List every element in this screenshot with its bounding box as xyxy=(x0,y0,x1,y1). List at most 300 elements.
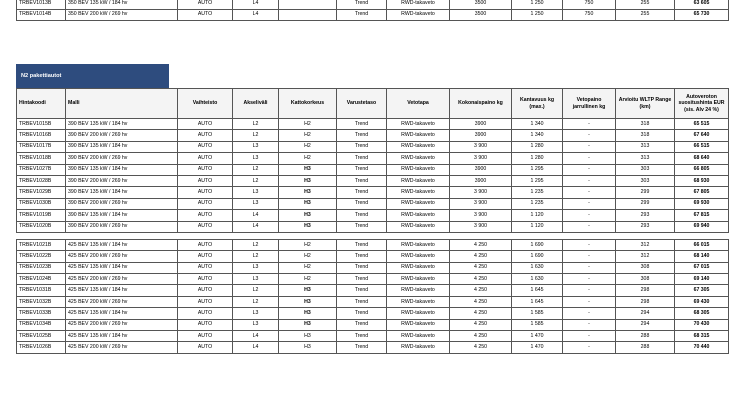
cell-akselivali: L3 xyxy=(233,141,279,152)
cell-hinta: 66 515 xyxy=(675,141,729,152)
cell-vaihteisto: AUTO xyxy=(178,187,233,198)
cell-malli: 425 BEV 200 kW / 269 hv xyxy=(66,296,178,307)
group-gap xyxy=(17,232,729,239)
cell-hinta: 68 305 xyxy=(675,308,729,319)
table-row xyxy=(17,9,729,20)
cell-hintakoodi: TRBEV1029B xyxy=(17,187,66,198)
cell-vetotapa: RWD-takaveto xyxy=(387,175,450,186)
cell-akselivali: L3 xyxy=(233,262,279,273)
cell-vetotapa: RWD-takaveto xyxy=(387,221,450,232)
col-header-kattokorkeus: Kattokorkeus xyxy=(279,89,337,119)
cell-vaihteisto: AUTO xyxy=(178,342,233,353)
col-header-wltp-range: Arvioitu WLTP Range (km) xyxy=(616,89,675,119)
cell-kokonaispaino: 3500 xyxy=(450,9,512,20)
cell-malli: 425 BEV 135 kW / 184 hv xyxy=(66,239,178,250)
cell-malli: 390 BEV 200 kW / 269 hv xyxy=(66,221,178,232)
cell-vaihteisto: AUTO xyxy=(178,0,233,9)
cell-hintakoodi: TRBEV1030B xyxy=(17,198,66,209)
cell-kattokorkeus: H3 xyxy=(279,319,337,330)
cell-wltp-range: 293 xyxy=(616,221,675,232)
cell-malli: 425 BEV 135 kW / 184 hv xyxy=(66,262,178,273)
cell-varustetaso: Trend xyxy=(337,210,387,221)
cell-vetotapa: RWD-takaveto xyxy=(387,274,450,285)
cell-varustetaso: Trend xyxy=(337,308,387,319)
cell-wltp-range: 313 xyxy=(616,153,675,164)
cell-hintakoodi: TRBEV1020B xyxy=(17,221,66,232)
cell-kattokorkeus: H3 xyxy=(279,342,337,353)
cell-vaihteisto: AUTO xyxy=(178,141,233,152)
cell-varustetaso: Trend xyxy=(337,319,387,330)
cell-kattokorkeus: H3 xyxy=(279,221,337,232)
cell-vetopaino: - xyxy=(563,164,616,175)
cell-hinta: 68 640 xyxy=(675,153,729,164)
cell-kokonaispaino: 4 250 xyxy=(450,342,512,353)
table-row xyxy=(17,0,729,9)
cell-kantavuus: 1 250 xyxy=(512,9,563,20)
cell-kattokorkeus: H3 xyxy=(279,296,337,307)
col-header-vaihteisto: Vaihteisto xyxy=(178,89,233,119)
cell-kokonaispaino: 3 900 xyxy=(450,221,512,232)
cell-hinta: 69 930 xyxy=(675,198,729,209)
cell-kantavuus: 1 585 xyxy=(512,319,563,330)
cell-kantavuus: 1 630 xyxy=(512,274,563,285)
cell-hintakoodi: TRBEV1032B xyxy=(17,296,66,307)
cell-kattokorkeus: H2 xyxy=(279,274,337,285)
cell-kokonaispaino: 3900 xyxy=(450,130,512,141)
table-row xyxy=(17,187,729,198)
col-header-kantavuus: Kantavuus kg (max.) xyxy=(512,89,563,119)
cell-vaihteisto: AUTO xyxy=(178,164,233,175)
cell-varustetaso: Trend xyxy=(337,130,387,141)
cell-kattokorkeus: H3 xyxy=(279,175,337,186)
cell-kantavuus: 1 235 xyxy=(512,187,563,198)
cell-hinta: 67 305 xyxy=(675,285,729,296)
cell-malli: 390 BEV 135 kW / 184 hv xyxy=(66,187,178,198)
cell-vetopaino: - xyxy=(563,308,616,319)
cell-wltp-range: 298 xyxy=(616,296,675,307)
cell-varustetaso: Trend xyxy=(337,296,387,307)
table-row xyxy=(17,251,729,262)
cell-kantavuus: 1 630 xyxy=(512,262,563,273)
cell-kantavuus: 1 295 xyxy=(512,164,563,175)
cell-kokonaispaino: 3 900 xyxy=(450,187,512,198)
cell-hintakoodi: TRBEV1021B xyxy=(17,239,66,250)
table-row xyxy=(17,274,729,285)
cell-wltp-range: 303 xyxy=(616,175,675,186)
cell-vaihteisto: AUTO xyxy=(178,285,233,296)
cell-akselivali: L3 xyxy=(233,187,279,198)
cell-kantavuus: 1 340 xyxy=(512,130,563,141)
cell-vetotapa: RWD-takaveto xyxy=(387,0,450,9)
cell-hintakoodi: TRBEV1019B xyxy=(17,210,66,221)
cell-hintakoodi: TRBEV1031B xyxy=(17,285,66,296)
cell-malli: 425 BEV 200 kW / 269 hv xyxy=(66,319,178,330)
group2-rows xyxy=(17,239,729,353)
cell-kantavuus: 1 295 xyxy=(512,175,563,186)
col-header-hinta: Autoveroton suositushinta EUR (sis. Alv 24 %) xyxy=(675,89,729,119)
cell-vaihteisto: AUTO xyxy=(178,296,233,307)
cell-hinta: 67 805 xyxy=(675,187,729,198)
cell-hinta: 63 605 xyxy=(675,0,729,9)
cell-kantavuus: 1 250 xyxy=(512,0,563,9)
table-row xyxy=(17,239,729,250)
cell-hinta: 66 015 xyxy=(675,239,729,250)
cell-akselivali: L4 xyxy=(233,342,279,353)
cell-malli: 390 BEV 135 kW / 184 hv xyxy=(66,164,178,175)
cell-kattokorkeus xyxy=(279,9,337,20)
cell-vetopaino: - xyxy=(563,187,616,198)
cell-kattokorkeus xyxy=(279,0,337,9)
cell-varustetaso: Trend xyxy=(337,274,387,285)
cell-hinta: 69 430 xyxy=(675,296,729,307)
cell-malli: 425 BEV 135 kW / 184 hv xyxy=(66,285,178,296)
cell-kattokorkeus: H3 xyxy=(279,285,337,296)
cell-hinta: 68 930 xyxy=(675,175,729,186)
cell-kokonaispaino: 3900 xyxy=(450,175,512,186)
n2-price-table xyxy=(16,88,729,354)
cell-hintakoodi: TRBEV1033B xyxy=(17,308,66,319)
cell-hintakoodi: TRBEV1013B xyxy=(17,0,66,9)
cell-akselivali: L2 xyxy=(233,251,279,262)
cell-vetopaino: - xyxy=(563,251,616,262)
cell-kattokorkeus: H3 xyxy=(279,308,337,319)
cell-varustetaso: Trend xyxy=(337,153,387,164)
cell-vetopaino: - xyxy=(563,239,616,250)
cell-akselivali: L2 xyxy=(233,175,279,186)
cell-wltp-range: 288 xyxy=(616,342,675,353)
cell-kokonaispaino: 4 250 xyxy=(450,239,512,250)
cell-varustetaso: Trend xyxy=(337,141,387,152)
cell-kantavuus: 1 585 xyxy=(512,308,563,319)
cell-kantavuus: 1 645 xyxy=(512,285,563,296)
cell-kokonaispaino: 3900 xyxy=(450,119,512,130)
table-row xyxy=(17,342,729,353)
cell-vaihteisto: AUTO xyxy=(178,274,233,285)
cell-vetotapa: RWD-takaveto xyxy=(387,198,450,209)
cell-akselivali: L2 xyxy=(233,285,279,296)
col-header-kokonaispaino: Kokonaispaino kg xyxy=(450,89,512,119)
cell-kattokorkeus: H2 xyxy=(279,141,337,152)
cell-vaihteisto: AUTO xyxy=(178,175,233,186)
cell-hintakoodi: TRBEV1015B xyxy=(17,119,66,130)
cell-malli: 425 BEV 200 kW / 269 hv xyxy=(66,274,178,285)
cell-akselivali: L2 xyxy=(233,239,279,250)
cell-vaihteisto: AUTO xyxy=(178,308,233,319)
cell-hinta: 69 940 xyxy=(675,221,729,232)
cell-vetopaino: 750 xyxy=(563,9,616,20)
cell-vetopaino: - xyxy=(563,274,616,285)
cell-vetotapa: RWD-takaveto xyxy=(387,251,450,262)
cell-malli: 425 BEV 200 kW / 269 hv xyxy=(66,342,178,353)
cell-vetotapa: RWD-takaveto xyxy=(387,130,450,141)
cell-varustetaso: Trend xyxy=(337,198,387,209)
cell-vetopaino: - xyxy=(563,221,616,232)
cell-wltp-range: 308 xyxy=(616,274,675,285)
table-row xyxy=(17,198,729,209)
cell-vetotapa: RWD-takaveto xyxy=(387,342,450,353)
cell-hinta: 68 140 xyxy=(675,251,729,262)
cell-hintakoodi: TRBEV1023B xyxy=(17,262,66,273)
cell-vetopaino: - xyxy=(563,175,616,186)
col-header-malli: Malli xyxy=(66,89,178,119)
cell-vetotapa: RWD-takaveto xyxy=(387,153,450,164)
cell-wltp-range: 293 xyxy=(616,210,675,221)
cell-hintakoodi: TRBEV1025B xyxy=(17,331,66,342)
table-row xyxy=(17,164,729,175)
cell-akselivali: L3 xyxy=(233,153,279,164)
col-header-akselivali: Akseliväli xyxy=(233,89,279,119)
cell-wltp-range: 294 xyxy=(616,308,675,319)
table-row xyxy=(17,319,729,330)
table-row xyxy=(17,221,729,232)
cell-wltp-range: 313 xyxy=(616,141,675,152)
cell-varustetaso: Trend xyxy=(337,251,387,262)
cell-wltp-range: 255 xyxy=(616,9,675,20)
cell-malli: 350 BEV 135 kW / 184 hv xyxy=(66,0,178,9)
cell-malli: 390 BEV 200 kW / 269 hv xyxy=(66,198,178,209)
cell-hinta: 70 430 xyxy=(675,319,729,330)
cell-kokonaispaino: 3 900 xyxy=(450,198,512,209)
cell-malli: 390 BEV 200 kW / 269 hv xyxy=(66,130,178,141)
cell-varustetaso: Trend xyxy=(337,175,387,186)
cell-vaihteisto: AUTO xyxy=(178,210,233,221)
cell-hintakoodi: TRBEV1016B xyxy=(17,130,66,141)
cell-kokonaispaino: 4 250 xyxy=(450,308,512,319)
cell-vetopaino: - xyxy=(563,210,616,221)
cell-vetopaino: - xyxy=(563,331,616,342)
cell-malli: 390 BEV 135 kW / 184 hv xyxy=(66,210,178,221)
cell-varustetaso: Trend xyxy=(337,164,387,175)
cell-vetotapa: RWD-takaveto xyxy=(387,296,450,307)
cell-kattokorkeus: H3 xyxy=(279,164,337,175)
cell-kokonaispaino: 4 250 xyxy=(450,319,512,330)
cell-vetotapa: RWD-takaveto xyxy=(387,308,450,319)
cell-hintakoodi: TRBEV1024B xyxy=(17,274,66,285)
table-row xyxy=(17,130,729,141)
top-rows xyxy=(17,0,729,21)
cell-malli: 425 BEV 200 kW / 269 hv xyxy=(66,251,178,262)
cell-hinta: 65 730 xyxy=(675,9,729,20)
cell-akselivali: L4 xyxy=(233,331,279,342)
cell-hinta: 66 805 xyxy=(675,164,729,175)
cell-hintakoodi: TRBEV1034B xyxy=(17,319,66,330)
cell-kantavuus: 1 690 xyxy=(512,239,563,250)
table-row xyxy=(17,262,729,273)
cell-malli: 425 BEV 135 kW / 184 hv xyxy=(66,331,178,342)
cell-kokonaispaino: 4 250 xyxy=(450,285,512,296)
cell-hintakoodi: TRBEV1017B xyxy=(17,141,66,152)
cell-kokonaispaino: 3900 xyxy=(450,164,512,175)
table-row xyxy=(17,296,729,307)
cell-akselivali: L3 xyxy=(233,319,279,330)
cell-hinta: 69 140 xyxy=(675,274,729,285)
cell-vaihteisto: AUTO xyxy=(178,239,233,250)
cell-vetopaino: 750 xyxy=(563,0,616,9)
group1-rows xyxy=(17,119,729,233)
cell-wltp-range: 312 xyxy=(616,239,675,250)
cell-kantavuus: 1 235 xyxy=(512,198,563,209)
cell-kattokorkeus: H2 xyxy=(279,130,337,141)
col-header-vetotapa: Vetotapa xyxy=(387,89,450,119)
cell-kantavuus: 1 280 xyxy=(512,141,563,152)
col-header-vetopaino: Vetopaino jarrullinen kg xyxy=(563,89,616,119)
cell-wltp-range: 318 xyxy=(616,130,675,141)
cell-vaihteisto: AUTO xyxy=(178,251,233,262)
cell-varustetaso: Trend xyxy=(337,187,387,198)
table-row xyxy=(17,285,729,296)
cell-vetotapa: RWD-takaveto xyxy=(387,119,450,130)
cell-hinta: 67 815 xyxy=(675,210,729,221)
cell-vaihteisto: AUTO xyxy=(178,153,233,164)
cell-wltp-range: 312 xyxy=(616,251,675,262)
cell-wltp-range: 299 xyxy=(616,198,675,209)
cell-vaihteisto: AUTO xyxy=(178,221,233,232)
cell-vetotapa: RWD-takaveto xyxy=(387,187,450,198)
cell-hintakoodi: TRBEV1027B xyxy=(17,164,66,175)
cell-wltp-range: 303 xyxy=(616,164,675,175)
cell-vetotapa: RWD-takaveto xyxy=(387,210,450,221)
cell-kokonaispaino: 4 250 xyxy=(450,274,512,285)
cell-malli: 390 BEV 135 kW / 184 hv xyxy=(66,119,178,130)
cell-vaihteisto: AUTO xyxy=(178,331,233,342)
cell-varustetaso: Trend xyxy=(337,9,387,20)
cell-hinta: 67 015 xyxy=(675,262,729,273)
cell-vaihteisto: AUTO xyxy=(178,319,233,330)
table-row xyxy=(17,175,729,186)
cell-varustetaso: Trend xyxy=(337,262,387,273)
section-title: N2 pakettiautot xyxy=(16,64,169,88)
cell-vetotapa: RWD-takaveto xyxy=(387,164,450,175)
cell-akselivali: L2 xyxy=(233,119,279,130)
cell-vetotapa: RWD-takaveto xyxy=(387,331,450,342)
cell-varustetaso: Trend xyxy=(337,285,387,296)
table-row xyxy=(17,119,729,130)
cell-akselivali: L4 xyxy=(233,210,279,221)
cell-malli: 390 BEV 200 kW / 269 hv xyxy=(66,175,178,186)
col-header-hintakoodi: Hintakoodi xyxy=(17,89,66,119)
cell-kantavuus: 1 340 xyxy=(512,119,563,130)
cell-kokonaispaino: 3500 xyxy=(450,0,512,9)
cell-kokonaispaino: 4 250 xyxy=(450,296,512,307)
cell-akselivali: L3 xyxy=(233,198,279,209)
cell-kattokorkeus: H2 xyxy=(279,119,337,130)
cell-vetotapa: RWD-takaveto xyxy=(387,285,450,296)
cell-wltp-range: 255 xyxy=(616,0,675,9)
cell-vetopaino: - xyxy=(563,296,616,307)
cell-kattokorkeus: H2 xyxy=(279,239,337,250)
cell-vaihteisto: AUTO xyxy=(178,130,233,141)
cell-vaihteisto: AUTO xyxy=(178,262,233,273)
cell-varustetaso: Trend xyxy=(337,342,387,353)
cell-vetopaino: - xyxy=(563,342,616,353)
cell-kantavuus: 1 690 xyxy=(512,251,563,262)
cell-kantavuus: 1 280 xyxy=(512,153,563,164)
cell-varustetaso: Trend xyxy=(337,0,387,9)
cell-kokonaispaino: 4 250 xyxy=(450,251,512,262)
cell-kokonaispaino: 4 250 xyxy=(450,262,512,273)
cell-hinta: 70 440 xyxy=(675,342,729,353)
cell-kantavuus: 1 645 xyxy=(512,296,563,307)
spacer-row xyxy=(17,232,729,239)
cell-kantavuus: 1 470 xyxy=(512,331,563,342)
cell-hintakoodi: TRBEV1014B xyxy=(17,9,66,20)
cell-kattokorkeus: H2 xyxy=(279,262,337,273)
table-row xyxy=(17,210,729,221)
cell-vetotapa: RWD-takaveto xyxy=(387,319,450,330)
cell-vetotapa: RWD-takaveto xyxy=(387,9,450,20)
cell-vetopaino: - xyxy=(563,130,616,141)
cell-vetopaino: - xyxy=(563,153,616,164)
cell-hinta: 67 640 xyxy=(675,130,729,141)
cell-kattokorkeus: H3 xyxy=(279,210,337,221)
cell-kokonaispaino: 3 900 xyxy=(450,141,512,152)
cell-kattokorkeus: H3 xyxy=(279,187,337,198)
cell-wltp-range: 308 xyxy=(616,262,675,273)
cell-malli: 350 BEV 200 kW / 269 hv xyxy=(66,9,178,20)
cell-malli: 425 BEV 135 kW / 184 hv xyxy=(66,308,178,319)
cell-hinta: 65 515 xyxy=(675,119,729,130)
cell-malli: 390 BEV 200 kW / 269 hv xyxy=(66,153,178,164)
cell-vetotapa: RWD-takaveto xyxy=(387,239,450,250)
top-price-table xyxy=(16,0,729,21)
cell-vetotapa: RWD-takaveto xyxy=(387,141,450,152)
cell-kattokorkeus: H3 xyxy=(279,198,337,209)
cell-vetopaino: - xyxy=(563,141,616,152)
cell-hinta: 68 315 xyxy=(675,331,729,342)
table-row xyxy=(17,153,729,164)
cell-varustetaso: Trend xyxy=(337,239,387,250)
cell-wltp-range: 294 xyxy=(616,319,675,330)
cell-hintakoodi: TRBEV1018B xyxy=(17,153,66,164)
table-row xyxy=(17,331,729,342)
cell-kantavuus: 1 120 xyxy=(512,210,563,221)
cell-akselivali: L2 xyxy=(233,164,279,175)
cell-akselivali: L2 xyxy=(233,296,279,307)
cell-vaihteisto: AUTO xyxy=(178,198,233,209)
cell-kattokorkeus: H2 xyxy=(279,153,337,164)
cell-kokonaispaino: 3 900 xyxy=(450,210,512,221)
table-row xyxy=(17,141,729,152)
cell-hintakoodi: TRBEV1022B xyxy=(17,251,66,262)
cell-kattokorkeus: H2 xyxy=(279,251,337,262)
cell-vetopaino: - xyxy=(563,319,616,330)
header-row xyxy=(17,89,729,119)
table-row xyxy=(17,308,729,319)
spacer-cell xyxy=(17,232,729,239)
cell-akselivali: L2 xyxy=(233,130,279,141)
cell-vetopaino: - xyxy=(563,198,616,209)
cell-hintakoodi: TRBEV1028B xyxy=(17,175,66,186)
cell-hintakoodi: TRBEV1026B xyxy=(17,342,66,353)
cell-kantavuus: 1 120 xyxy=(512,221,563,232)
col-header-varustetaso: Varustetaso xyxy=(337,89,387,119)
cell-kokonaispaino: 4 250 xyxy=(450,331,512,342)
cell-vaihteisto: AUTO xyxy=(178,9,233,20)
cell-kattokorkeus: H3 xyxy=(279,331,337,342)
cell-varustetaso: Trend xyxy=(337,221,387,232)
cell-akselivali: L4 xyxy=(233,9,279,20)
cell-vetopaino: - xyxy=(563,285,616,296)
cell-kokonaispaino: 3 900 xyxy=(450,153,512,164)
cell-kantavuus: 1 470 xyxy=(512,342,563,353)
cell-akselivali: L4 xyxy=(233,221,279,232)
cell-malli: 390 BEV 135 kW / 184 hv xyxy=(66,141,178,152)
cell-varustetaso: Trend xyxy=(337,331,387,342)
cell-akselivali: L4 xyxy=(233,0,279,9)
cell-wltp-range: 298 xyxy=(616,285,675,296)
cell-vetopaino: - xyxy=(563,119,616,130)
cell-akselivali: L3 xyxy=(233,308,279,319)
